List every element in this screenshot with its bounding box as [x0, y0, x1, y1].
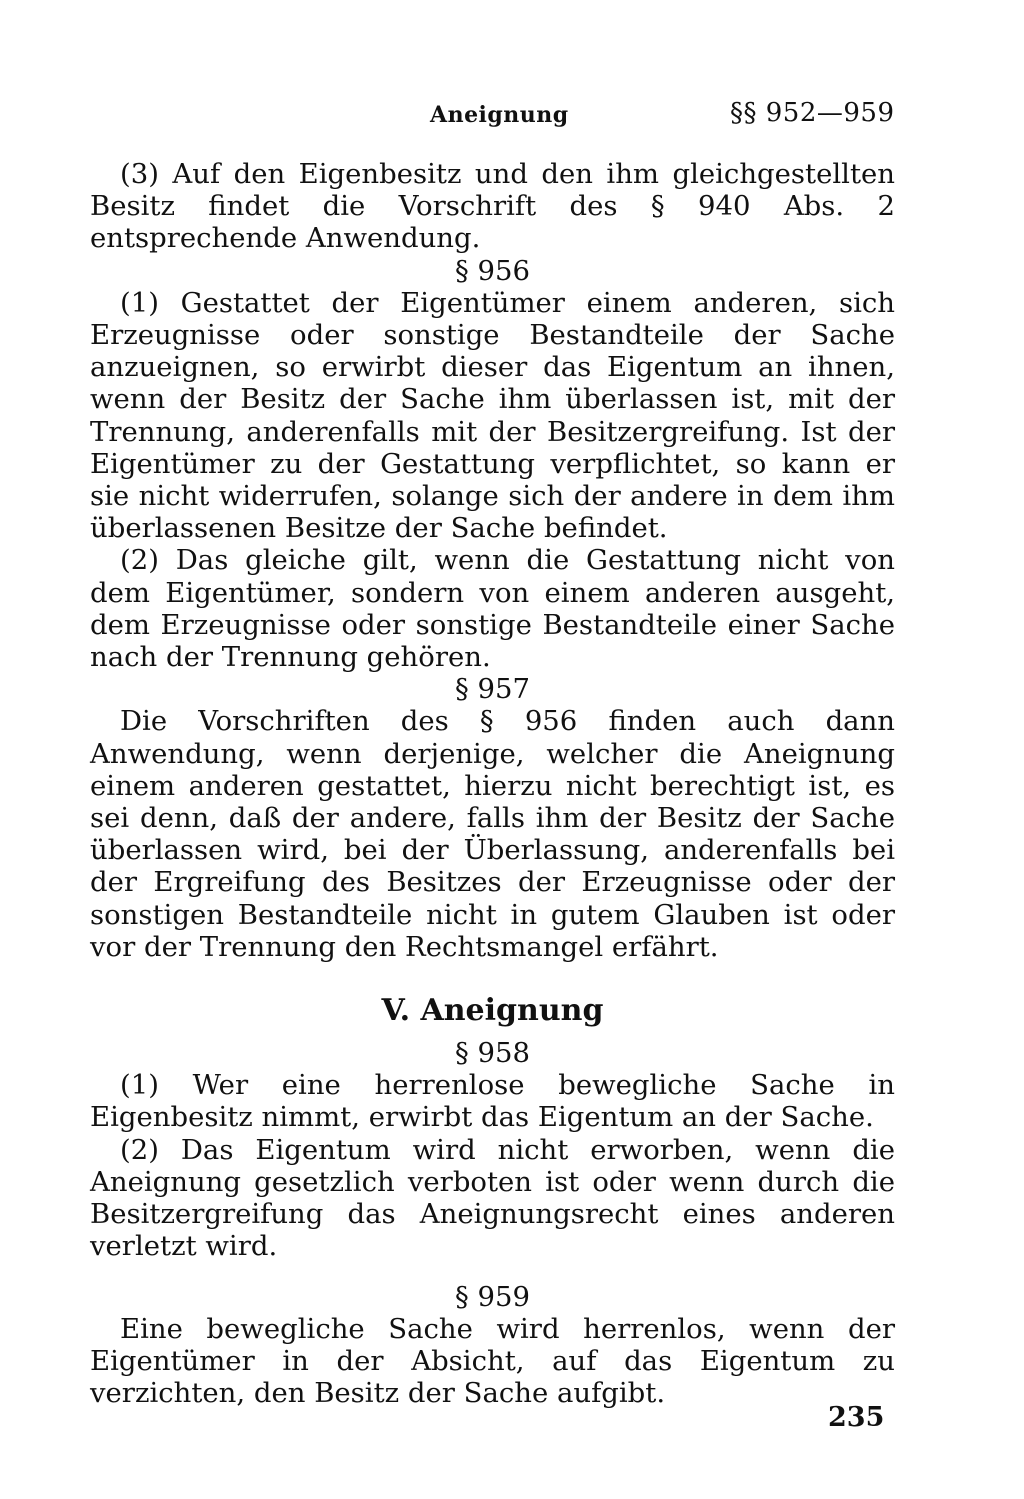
paragraph-956-1: (1) Gestattet der Eigentümer einem anderen, sich Erzeugnisse oder sonstige Bestandteile der Sache anzueignen, so erwirbt dieser das Eigentum an ihnen, wenn der Besitz der Sache ihm überlassen ist, mit der Trennung, anderenfalls mit der Besitzergreifung. Ist der Eigentümer zu der Gestattung verpflichtet, so kann er sie nicht widerrufen, solange sich der andere in dem ihm überlassenen Besitze der Sache befindet. — [90, 286, 895, 545]
paragraph-957: Die Vorschriften des § 956 finden auch dann Anwendung, wenn derjenige, welcher die Aneignung einem anderen gestattet, hierzu nicht berechtigt ist, es sei denn, daß der andere, falls ihm der Besitz der Sache überlassen wird, bei der Überlassung, anderenfalls bei der Ergreifung des Besitzes der Erzeugnisse oder der sonstigen Bestandteile nicht in gutem Glauben ist oder vor der Trennung den Rechtsmangel erfährt. — [90, 705, 895, 963]
running-header — [0, 98, 1024, 138]
section-heading-959: § 959 — [455, 1280, 530, 1313]
chapter-heading: V. Aneignung — [381, 993, 604, 1029]
running-header-title: Aneignung — [430, 102, 569, 128]
section-heading-956: § 956 — [455, 254, 530, 287]
paragraph-958-2: (2) Das Eigentum wird nicht erworben, wenn die Aneignung gesetzlich verboten ist oder wenn durch die Besitzergreifung das Aneignungsrecht eines anderen verletzt wird. — [90, 1133, 895, 1263]
paragraph-956-2: (2) Das gleiche gilt, wenn die Gestattung nicht von dem Eigentümer, sondern von einem anderen ausgeht, dem Erzeugnisse oder sonstige Bestandteile einer Sache nach der Trennung gehören. — [90, 544, 895, 674]
section-heading-958: § 958 — [455, 1037, 530, 1070]
section-heading-957: § 957 — [455, 673, 530, 706]
paragraph-955-3: (3) Auf den Eigenbesitz und den ihm gleichgestellten Besitz findet die Vorschrift des § 940 Abs. 2 entsprechende Anwendung. — [90, 158, 895, 255]
running-header-section-range: §§ 952—959 — [730, 98, 895, 128]
page-number: 235 — [828, 1402, 885, 1433]
page-body — [90, 158, 895, 1409]
paragraph-958-1: (1) Wer eine herrenlose bewegliche Sache in Eigenbesitz nimmt, erwirbt das Eigentum an der Sache. — [90, 1069, 895, 1134]
paragraph-959: Eine bewegliche Sache wird herrenlos, wenn der Eigentümer in der Absicht, auf das Eigentum zu verzichten, den Besitz der Sache aufgibt. — [90, 1312, 895, 1410]
